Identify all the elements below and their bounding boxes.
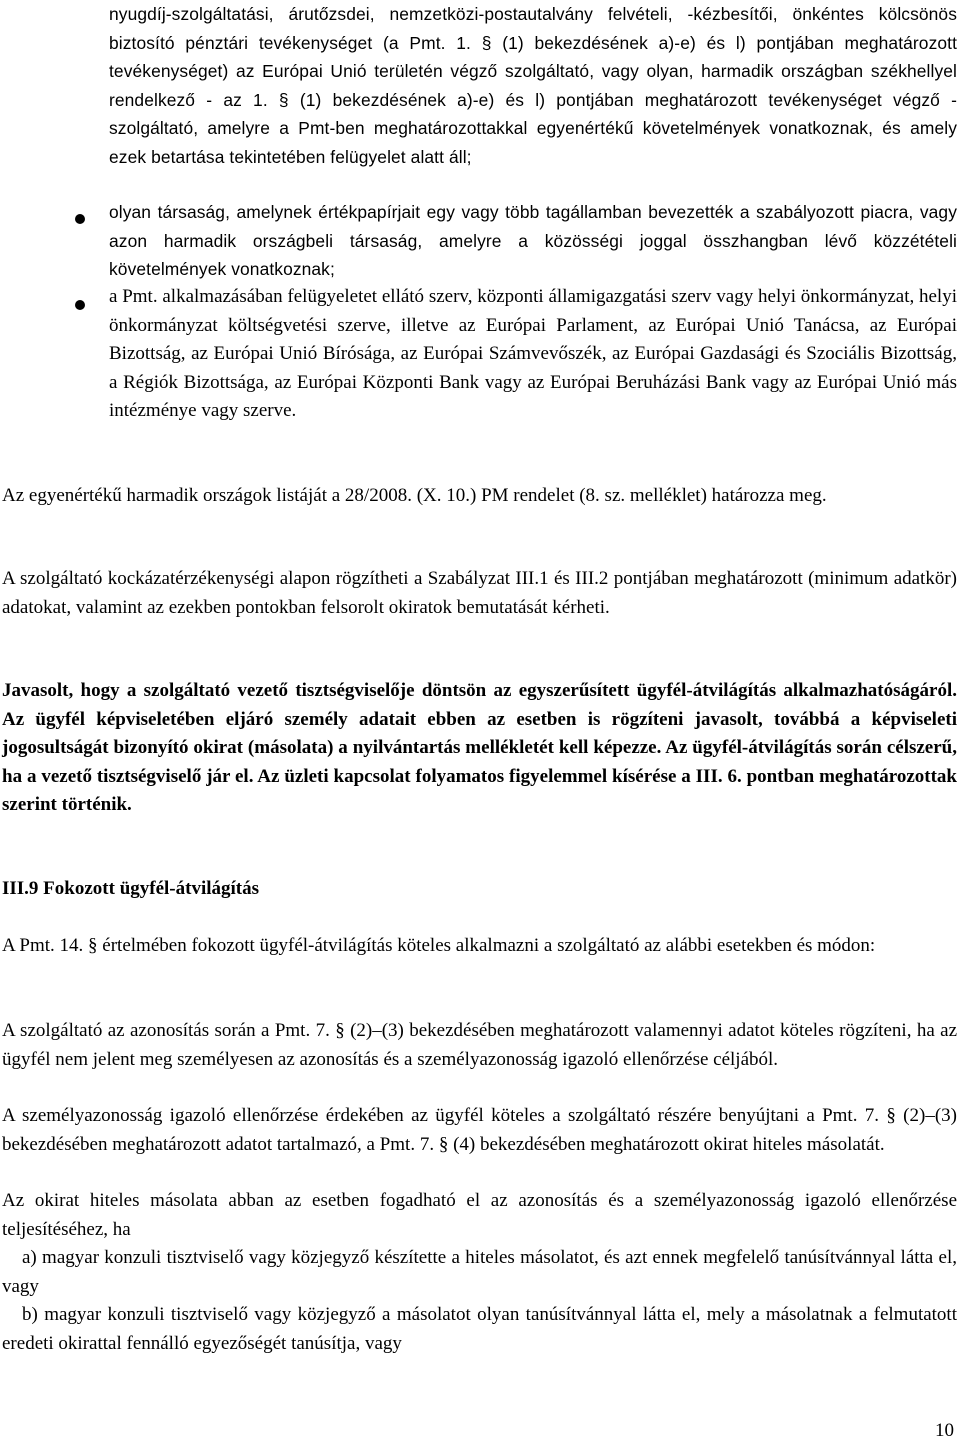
- continuation-paragraph: nyugdíj-szolgáltatási, árutőzsdei, nemzetközi-postautalvány felvételi, -kézbesítői, önkéntes kölcsönös biztosító pénztári tevékenységet (a Pmt. 1. § (1) bekezdésének a)-e) és l) pontjában meghatározott tevékenységet) az Európai Unió területén végző szolgáltató, vagy olyan, harmadik országban székhellyel rendelkező - az 1. § (1) bekezdésének a)-e) és l) pontjában meghatározott tevékenységet végző - szolgáltató, amelyre a Pmt-ben meghatározottakkal egyenértékű követelmények vonatkoznak, és amely ezek betartása tekintetében felügyelet alatt áll;: [109, 4, 957, 167]
- bullet-icon: [75, 214, 85, 224]
- equivalent-countries-paragraph: Az egyenértékű harmadik országok listáját a 28/2008. (X. 10.) PM rendelet (8. sz. melléklet) határozza meg.: [2, 485, 827, 506]
- identification-paragraph: A szolgáltató az azonosítás során a Pmt. 7. § (2)–(3) bekezdésében meghatározott valamennyi adatot köteles rögzíteni, ha az ügyfél nem jelent meg személyesen az azonosítás és a személyazonosság igazoló ellenőrzése céljából.: [2, 1020, 957, 1070]
- certified-copy-paragraph: Az okirat hiteles másolata abban az esetben fogadható el az azonosítás és a személyazonosság igazoló ellenőrzése teljesítéséhez, ha: [2, 1190, 957, 1240]
- bullet-icon: [75, 300, 85, 310]
- bullet-item-securities: olyan társaság, amelynek értékpapírjait egy vagy több tagállamban bevezették a szabályozott piacra, vagy azon harmadik országbeli társaság, amelyre a közösségi joggal összhangban lévő közzétételi követelmények vonatkoznak;: [109, 202, 957, 279]
- section-heading: III.9 Fokozott ügyfél-átvilágítás: [2, 878, 260, 899]
- pmt-14-paragraph: A Pmt. 14. § értelmében fokozott ügyfél-átvilágítás köteles alkalmazni a szolgáltató az alábbi esetekben és módon:: [2, 935, 876, 956]
- recommendation-paragraph: Javasolt, hogy a szolgáltató vezető tisztségviselője döntsön az egyszerűsített ügyfél-átvilágítás alkalmazhatóságáról. Az ügyfél képviseletében eljáró személy adatait ebben az esetben is rögzíteni javasolt, továbbá a képviseleti jogosultságát bizonyító okirat (másolata) a nyilvántartás mellékletét kell képezze. Az ügyfél-átvilágítás során célszerű, ha a vezető tisztségviselő jár el. Az üzleti kapcsolat folyamatos figyelemmel kísérése a III. 6. pontban meghatározottak szerint történik.: [2, 680, 957, 815]
- bullet-item-authorities: a Pmt. alkalmazásában felügyeletet ellátó szerv, központi államigazgatási szerv vagy helyi önkormányzat, helyi önkormányzat költségvetési szerve, illetve az Európai Parlament, az Európai Unió Tanácsa, az Európai Bizottság, az Európai Unió Bírósága, az Európai Számvevőszék, az Európai Gazdasági és Szociális Bizottság, a Régiók Bizottsága, az Európai Központi Bank vagy az Európai Beruházási Bank vagy az Európai Unió más intézménye vagy szerve.: [109, 286, 957, 421]
- list-item-b: b) magyar konzuli tisztviselő vagy közjegyző a másolatot olyan tanúsítvánnyal látta el, mely a másolatnak a felmutatott eredeti okirattal fennálló egyezőségét tanúsítja, vagy: [2, 1304, 957, 1354]
- risk-based-paragraph: A szolgáltató kockázatérzékenységi alapon rögzítheti a Szabályzat III.1 és III.2 pontjában meghatározott (minimum adatkör) adatokat, valamint az ezekben pontokban felsorolt okiratok bemutatását kérheti.: [2, 568, 957, 618]
- page-number: 10: [935, 1420, 954, 1441]
- verification-paragraph: A személyazonosság igazoló ellenőrzése érdekében az ügyfél köteles a szolgáltató részére benyújtani a Pmt. 7. § (2)–(3) bekezdésében meghatározott adatot tartalmazó, a Pmt. 7. § (4) bekezdésében meghatározott okirat hiteles másolatát.: [2, 1105, 957, 1155]
- list-item-a: a) magyar konzuli tisztviselő vagy közjegyző készítette a hiteles másolatot, és azt ennek megfelelő tanúsítvánnyal látta el, vagy: [2, 1247, 957, 1297]
